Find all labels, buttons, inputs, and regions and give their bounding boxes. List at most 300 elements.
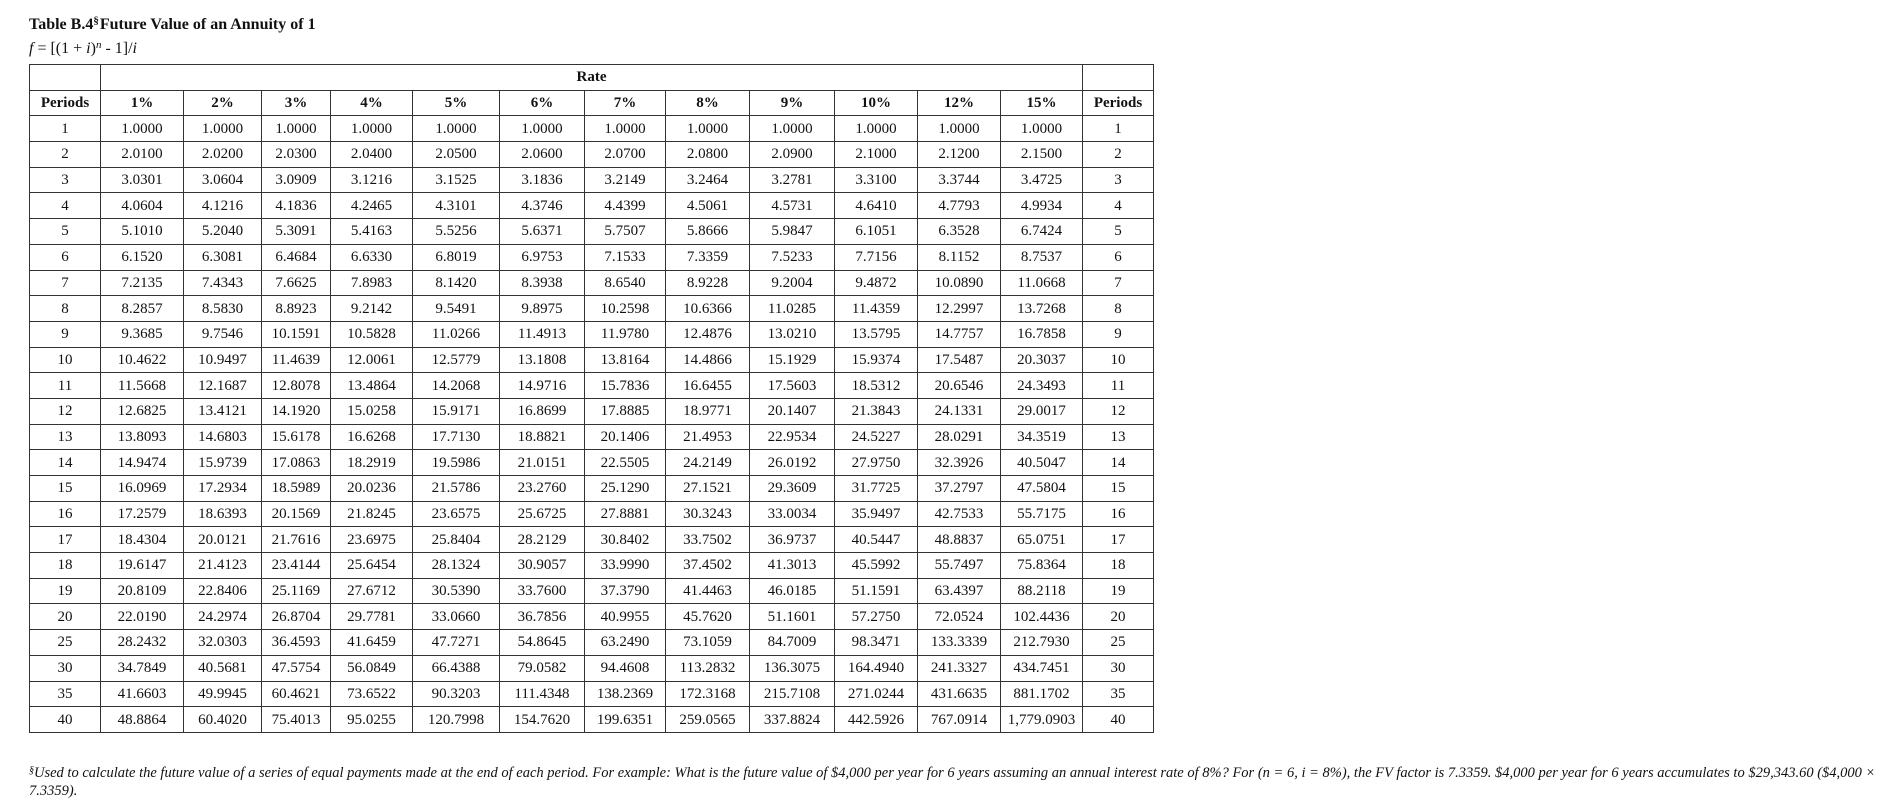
factor-cell: 133.3339 <box>918 630 1001 656</box>
period-cell: 25 <box>30 630 101 656</box>
factor-cell: 431.6635 <box>918 681 1001 707</box>
factor-cell: 18.5312 <box>835 373 918 399</box>
factor-cell: 95.0255 <box>331 707 413 733</box>
factor-cell: 8.1152 <box>918 244 1001 270</box>
factor-cell: 6.7424 <box>1001 219 1083 245</box>
factor-cell: 4.7793 <box>918 193 1001 219</box>
factor-cell: 20.3037 <box>1001 347 1083 373</box>
factor-cell: 63.2490 <box>585 630 666 656</box>
factor-cell: 35.9497 <box>835 501 918 527</box>
factor-cell: 98.3471 <box>835 630 918 656</box>
period-cell: 9 <box>30 321 101 347</box>
factor-cell: 30.5390 <box>413 578 500 604</box>
factor-cell: 79.0582 <box>500 655 585 681</box>
factor-cell: 5.9847 <box>750 219 835 245</box>
factor-cell: 767.0914 <box>918 707 1001 733</box>
factor-cell: 15.0258 <box>331 398 413 424</box>
factor-cell: 20.1407 <box>750 398 835 424</box>
period-cell-right: 12 <box>1083 398 1154 424</box>
factor-cell: 5.8666 <box>666 219 750 245</box>
period-cell-right: 13 <box>1083 424 1154 450</box>
factor-cell: 10.9497 <box>184 347 262 373</box>
factor-cell: 14.2068 <box>413 373 500 399</box>
factor-cell: 18.9771 <box>666 398 750 424</box>
period-cell-right: 8 <box>1083 296 1154 322</box>
factor-cell: 28.2432 <box>101 630 184 656</box>
factor-cell: 15.7836 <box>585 373 666 399</box>
factor-cell: 37.2797 <box>918 476 1001 502</box>
factor-cell: 2.1500 <box>1001 142 1083 168</box>
factor-cell: 199.6351 <box>585 707 666 733</box>
table-row <box>30 398 1154 424</box>
factor-cell: 1.0000 <box>666 116 750 142</box>
factor-cell: 55.7175 <box>1001 501 1083 527</box>
factor-cell: 4.2465 <box>331 193 413 219</box>
factor-cell: 57.2750 <box>835 604 918 630</box>
factor-cell: 9.7546 <box>184 321 262 347</box>
rate-header-row <box>30 65 1154 91</box>
factor-cell: 9.5491 <box>413 296 500 322</box>
factor-cell: 9.4872 <box>835 270 918 296</box>
period-cell-right: 11 <box>1083 373 1154 399</box>
period-cell-right: 2 <box>1083 142 1154 168</box>
factor-cell: 5.6371 <box>500 219 585 245</box>
table-row <box>30 655 1154 681</box>
factor-cell: 9.8975 <box>500 296 585 322</box>
table-row <box>30 244 1154 270</box>
factor-cell: 6.3528 <box>918 219 1001 245</box>
period-cell: 30 <box>30 655 101 681</box>
factor-cell: 3.2149 <box>585 167 666 193</box>
factor-cell: 11.5668 <box>101 373 184 399</box>
factor-cell: 6.1051 <box>835 219 918 245</box>
factor-cell: 4.3746 <box>500 193 585 219</box>
factor-cell: 2.0700 <box>585 142 666 168</box>
factor-cell: 51.1591 <box>835 578 918 604</box>
factor-cell: 21.8245 <box>331 501 413 527</box>
footnote <box>29 762 1889 800</box>
table-row <box>30 578 1154 604</box>
period-cell: 10 <box>30 347 101 373</box>
factor-cell: 27.6712 <box>331 578 413 604</box>
factor-cell: 271.0244 <box>835 681 918 707</box>
factor-cell: 2.0300 <box>262 142 331 168</box>
period-cell: 3 <box>30 167 101 193</box>
factor-cell: 1.0000 <box>500 116 585 142</box>
factor-cell: 4.6410 <box>835 193 918 219</box>
period-cell-right: 4 <box>1083 193 1154 219</box>
factor-cell: 1.0000 <box>918 116 1001 142</box>
table-row <box>30 167 1154 193</box>
factor-cell: 4.5061 <box>666 193 750 219</box>
table-row <box>30 501 1154 527</box>
factor-cell: 33.9990 <box>585 553 666 579</box>
factor-cell: 12.8078 <box>262 373 331 399</box>
factor-cell: 12.5779 <box>413 347 500 373</box>
factor-cell: 13.5795 <box>835 321 918 347</box>
factor-cell: 21.4123 <box>184 553 262 579</box>
factor-cell: 13.4121 <box>184 398 262 424</box>
factor-cell: 12.0061 <box>331 347 413 373</box>
table-row <box>30 219 1154 245</box>
factor-cell: 7.1533 <box>585 244 666 270</box>
factor-cell: 27.1521 <box>666 476 750 502</box>
factor-cell: 8.3938 <box>500 270 585 296</box>
factor-cell: 2.0100 <box>101 142 184 168</box>
period-cell: 40 <box>30 707 101 733</box>
factor-cell: 14.7757 <box>918 321 1001 347</box>
factor-cell: 75.8364 <box>1001 553 1083 579</box>
factor-cell: 11.0668 <box>1001 270 1083 296</box>
factor-cell: 18.8821 <box>500 424 585 450</box>
factor-cell: 56.0849 <box>331 655 413 681</box>
factor-cell: 28.1324 <box>413 553 500 579</box>
factor-cell: 11.0266 <box>413 321 500 347</box>
factor-cell: 47.5804 <box>1001 476 1083 502</box>
rate-column-header: 15% <box>1001 90 1083 116</box>
period-cell-right: 14 <box>1083 450 1154 476</box>
factor-cell: 111.4348 <box>500 681 585 707</box>
factor-cell: 16.6455 <box>666 373 750 399</box>
rate-column-header: 10% <box>835 90 918 116</box>
table-row <box>30 476 1154 502</box>
factor-cell: 13.1808 <box>500 347 585 373</box>
factor-cell: 3.4725 <box>1001 167 1083 193</box>
period-cell: 17 <box>30 527 101 553</box>
factor-cell: 136.3075 <box>750 655 835 681</box>
factor-cell: 17.2579 <box>101 501 184 527</box>
period-cell-right: 10 <box>1083 347 1154 373</box>
factor-cell: 40.9955 <box>585 604 666 630</box>
table-row <box>30 373 1154 399</box>
factor-cell: 434.7451 <box>1001 655 1083 681</box>
factor-cell: 2.0600 <box>500 142 585 168</box>
factor-cell: 25.6454 <box>331 553 413 579</box>
factor-cell: 16.8699 <box>500 398 585 424</box>
table-title <box>29 12 316 34</box>
rate-column-header: 5% <box>413 90 500 116</box>
factor-cell: 5.7507 <box>585 219 666 245</box>
factor-cell: 7.5233 <box>750 244 835 270</box>
factor-cell: 3.3100 <box>835 167 918 193</box>
factor-cell: 15.6178 <box>262 424 331 450</box>
factor-cell: 37.4502 <box>666 553 750 579</box>
factor-cell: 10.2598 <box>585 296 666 322</box>
formula-i: i <box>86 40 91 57</box>
factor-cell: 13.4864 <box>331 373 413 399</box>
factor-cell: 13.8164 <box>585 347 666 373</box>
factor-cell: 4.3101 <box>413 193 500 219</box>
factor-cell: 29.7781 <box>331 604 413 630</box>
factor-cell: 40.5047 <box>1001 450 1083 476</box>
factor-cell: 215.7108 <box>750 681 835 707</box>
factor-cell: 337.8824 <box>750 707 835 733</box>
blank-header-cell <box>30 65 101 91</box>
factor-cell: 18.2919 <box>331 450 413 476</box>
factor-cell: 15.1929 <box>750 347 835 373</box>
table-row <box>30 296 1154 322</box>
factor-cell: 28.2129 <box>500 527 585 553</box>
factor-cell: 442.5926 <box>835 707 918 733</box>
factor-cell: 9.2004 <box>750 270 835 296</box>
factor-cell: 3.3744 <box>918 167 1001 193</box>
rate-column-header: 9% <box>750 90 835 116</box>
factor-cell: 164.4940 <box>835 655 918 681</box>
factor-cell: 17.5603 <box>750 373 835 399</box>
factor-cell: 241.3327 <box>918 655 1001 681</box>
factor-cell: 20.1406 <box>585 424 666 450</box>
factor-cell: 8.2857 <box>101 296 184 322</box>
factor-cell: 138.2369 <box>585 681 666 707</box>
period-cell-right: 30 <box>1083 655 1154 681</box>
table-row <box>30 270 1154 296</box>
period-cell-right: 20 <box>1083 604 1154 630</box>
table-caption <box>29 12 316 58</box>
table-row <box>30 604 1154 630</box>
factor-cell: 10.6366 <box>666 296 750 322</box>
factor-cell: 33.7502 <box>666 527 750 553</box>
period-cell: 1 <box>30 116 101 142</box>
factor-cell: 2.0500 <box>413 142 500 168</box>
factor-cell: 60.4621 <box>262 681 331 707</box>
factor-cell: 10.5828 <box>331 321 413 347</box>
factor-cell: 7.7156 <box>835 244 918 270</box>
factor-cell: 1.0000 <box>413 116 500 142</box>
factor-cell: 16.6268 <box>331 424 413 450</box>
factor-cell: 48.8837 <box>918 527 1001 553</box>
factor-cell: 5.2040 <box>184 219 262 245</box>
factor-cell: 21.4953 <box>666 424 750 450</box>
factor-cell: 12.4876 <box>666 321 750 347</box>
factor-cell: 3.1216 <box>331 167 413 193</box>
factor-cell: 20.0121 <box>184 527 262 553</box>
factor-cell: 7.2135 <box>101 270 184 296</box>
factor-cell: 4.0604 <box>101 193 184 219</box>
table-row <box>30 630 1154 656</box>
factor-cell: 2.1000 <box>835 142 918 168</box>
factor-cell: 32.3926 <box>918 450 1001 476</box>
rate-column-header: 1% <box>101 90 184 116</box>
table-formula <box>29 36 316 58</box>
period-cell: 2 <box>30 142 101 168</box>
factor-cell: 88.2118 <box>1001 578 1083 604</box>
factor-cell: 65.0751 <box>1001 527 1083 553</box>
formula-lhs: f <box>29 40 34 57</box>
title-prefix: Table B.4 <box>29 16 94 33</box>
blank-header-cell <box>1083 65 1154 91</box>
factor-cell: 17.0863 <box>262 450 331 476</box>
factor-cell: 212.7930 <box>1001 630 1083 656</box>
factor-cell: 33.7600 <box>500 578 585 604</box>
factor-cell: 14.6803 <box>184 424 262 450</box>
period-cell-right: 16 <box>1083 501 1154 527</box>
table-header <box>30 65 1154 116</box>
factor-cell: 120.7998 <box>413 707 500 733</box>
factor-cell: 20.6546 <box>918 373 1001 399</box>
factor-cell: 4.5731 <box>750 193 835 219</box>
table-row <box>30 681 1154 707</box>
factor-cell: 29.3609 <box>750 476 835 502</box>
column-header-row <box>30 90 1154 116</box>
period-cell: 16 <box>30 501 101 527</box>
factor-cell: 31.7725 <box>835 476 918 502</box>
factor-cell: 47.7271 <box>413 630 500 656</box>
factor-cell: 8.6540 <box>585 270 666 296</box>
factor-cell: 11.4359 <box>835 296 918 322</box>
factor-cell: 41.6603 <box>101 681 184 707</box>
factor-cell: 26.0192 <box>750 450 835 476</box>
factor-cell: 25.1290 <box>585 476 666 502</box>
factor-cell: 19.6147 <box>101 553 184 579</box>
factor-cell: 6.9753 <box>500 244 585 270</box>
factor-cell: 1.0000 <box>835 116 918 142</box>
factor-cell: 8.9228 <box>666 270 750 296</box>
periods-header: Periods <box>30 90 101 116</box>
factor-cell: 19.5986 <box>413 450 500 476</box>
factor-cell: 12.2997 <box>918 296 1001 322</box>
factor-cell: 63.4397 <box>918 578 1001 604</box>
rate-column-header: 7% <box>585 90 666 116</box>
factor-cell: 30.3243 <box>666 501 750 527</box>
factor-cell: 8.8923 <box>262 296 331 322</box>
factor-cell: 11.9780 <box>585 321 666 347</box>
title-section-marker: § <box>93 15 99 27</box>
factor-cell: 5.4163 <box>331 219 413 245</box>
factor-cell: 2.0400 <box>331 142 413 168</box>
factor-cell: 14.1920 <box>262 398 331 424</box>
table-row <box>30 116 1154 142</box>
period-cell: 11 <box>30 373 101 399</box>
factor-cell: 23.6975 <box>331 527 413 553</box>
factor-cell: 881.1702 <box>1001 681 1083 707</box>
rate-column-header: 8% <box>666 90 750 116</box>
factor-cell: 2.1200 <box>918 142 1001 168</box>
factor-cell: 1.0000 <box>750 116 835 142</box>
factor-cell: 20.0236 <box>331 476 413 502</box>
table-row <box>30 707 1154 733</box>
factor-cell: 17.2934 <box>184 476 262 502</box>
factor-cell: 4.1836 <box>262 193 331 219</box>
factor-cell: 41.6459 <box>331 630 413 656</box>
factor-cell: 17.5487 <box>918 347 1001 373</box>
factor-cell: 8.7537 <box>1001 244 1083 270</box>
table-row <box>30 321 1154 347</box>
factor-cell: 4.9934 <box>1001 193 1083 219</box>
factor-cell: 7.6625 <box>262 270 331 296</box>
table-row <box>30 527 1154 553</box>
factor-cell: 11.0285 <box>750 296 835 322</box>
factor-cell: 25.8404 <box>413 527 500 553</box>
factor-cell: 13.8093 <box>101 424 184 450</box>
factor-cell: 14.9716 <box>500 373 585 399</box>
factor-cell: 3.1525 <box>413 167 500 193</box>
factor-cell: 14.9474 <box>101 450 184 476</box>
factor-cell: 20.8109 <box>101 578 184 604</box>
factor-cell: 75.4013 <box>262 707 331 733</box>
factor-cell: 25.1169 <box>262 578 331 604</box>
factor-cell: 22.9534 <box>750 424 835 450</box>
factor-cell: 1.0000 <box>585 116 666 142</box>
rate-column-header: 4% <box>331 90 413 116</box>
factor-cell: 6.3081 <box>184 244 262 270</box>
annuity-table <box>29 64 1154 733</box>
factor-cell: 154.7620 <box>500 707 585 733</box>
factor-cell: 3.2464 <box>666 167 750 193</box>
period-cell: 18 <box>30 553 101 579</box>
factor-cell: 13.0210 <box>750 321 835 347</box>
table-row <box>30 347 1154 373</box>
factor-cell: 3.0604 <box>184 167 262 193</box>
factor-cell: 1.0000 <box>262 116 331 142</box>
period-cell-right: 19 <box>1083 578 1154 604</box>
factor-cell: 3.1836 <box>500 167 585 193</box>
factor-cell: 40.5681 <box>184 655 262 681</box>
period-cell: 15 <box>30 476 101 502</box>
footnote-marker: § <box>29 765 34 776</box>
factor-cell: 16.0969 <box>101 476 184 502</box>
factor-cell: 21.7616 <box>262 527 331 553</box>
factor-cell: 8.5830 <box>184 296 262 322</box>
factor-cell: 17.8885 <box>585 398 666 424</box>
factor-cell: 73.6522 <box>331 681 413 707</box>
factor-cell: 49.9945 <box>184 681 262 707</box>
factor-cell: 17.7130 <box>413 424 500 450</box>
factor-cell: 18.6393 <box>184 501 262 527</box>
factor-cell: 23.6575 <box>413 501 500 527</box>
period-cell: 12 <box>30 398 101 424</box>
factor-cell: 25.6725 <box>500 501 585 527</box>
factor-cell: 42.7533 <box>918 501 1001 527</box>
factor-cell: 18.4304 <box>101 527 184 553</box>
factor-cell: 11.4913 <box>500 321 585 347</box>
title-text: Future Value of an Annuity of 1 <box>99 16 316 33</box>
factor-cell: 41.4463 <box>666 578 750 604</box>
factor-cell: 21.5786 <box>413 476 500 502</box>
period-cell: 8 <box>30 296 101 322</box>
factor-cell: 20.1569 <box>262 501 331 527</box>
factor-cell: 27.8881 <box>585 501 666 527</box>
factor-cell: 3.0301 <box>101 167 184 193</box>
factor-cell: 5.1010 <box>101 219 184 245</box>
factor-cell: 6.4684 <box>262 244 331 270</box>
factor-cell: 46.0185 <box>750 578 835 604</box>
period-cell: 5 <box>30 219 101 245</box>
factor-cell: 26.8704 <box>262 604 331 630</box>
factor-cell: 21.0151 <box>500 450 585 476</box>
factor-cell: 30.9057 <box>500 553 585 579</box>
factor-cell: 10.4622 <box>101 347 184 373</box>
factor-cell: 15.9171 <box>413 398 500 424</box>
table-row <box>30 142 1154 168</box>
period-cell-right: 25 <box>1083 630 1154 656</box>
factor-cell: 4.4399 <box>585 193 666 219</box>
factor-cell: 24.3493 <box>1001 373 1083 399</box>
factor-cell: 6.1520 <box>101 244 184 270</box>
formula-tail: - 1]/ <box>101 40 133 57</box>
factor-cell: 7.4343 <box>184 270 262 296</box>
factor-cell: 36.9737 <box>750 527 835 553</box>
table-row <box>30 193 1154 219</box>
factor-cell: 29.0017 <box>1001 398 1083 424</box>
factor-cell: 5.5256 <box>413 219 500 245</box>
rate-header: Rate <box>101 65 1083 91</box>
factor-cell: 6.6330 <box>331 244 413 270</box>
rate-column-header: 6% <box>500 90 585 116</box>
period-cell-right: 15 <box>1083 476 1154 502</box>
periods-header-right: Periods <box>1083 90 1154 116</box>
factor-cell: 33.0034 <box>750 501 835 527</box>
factor-cell: 1.0000 <box>184 116 262 142</box>
